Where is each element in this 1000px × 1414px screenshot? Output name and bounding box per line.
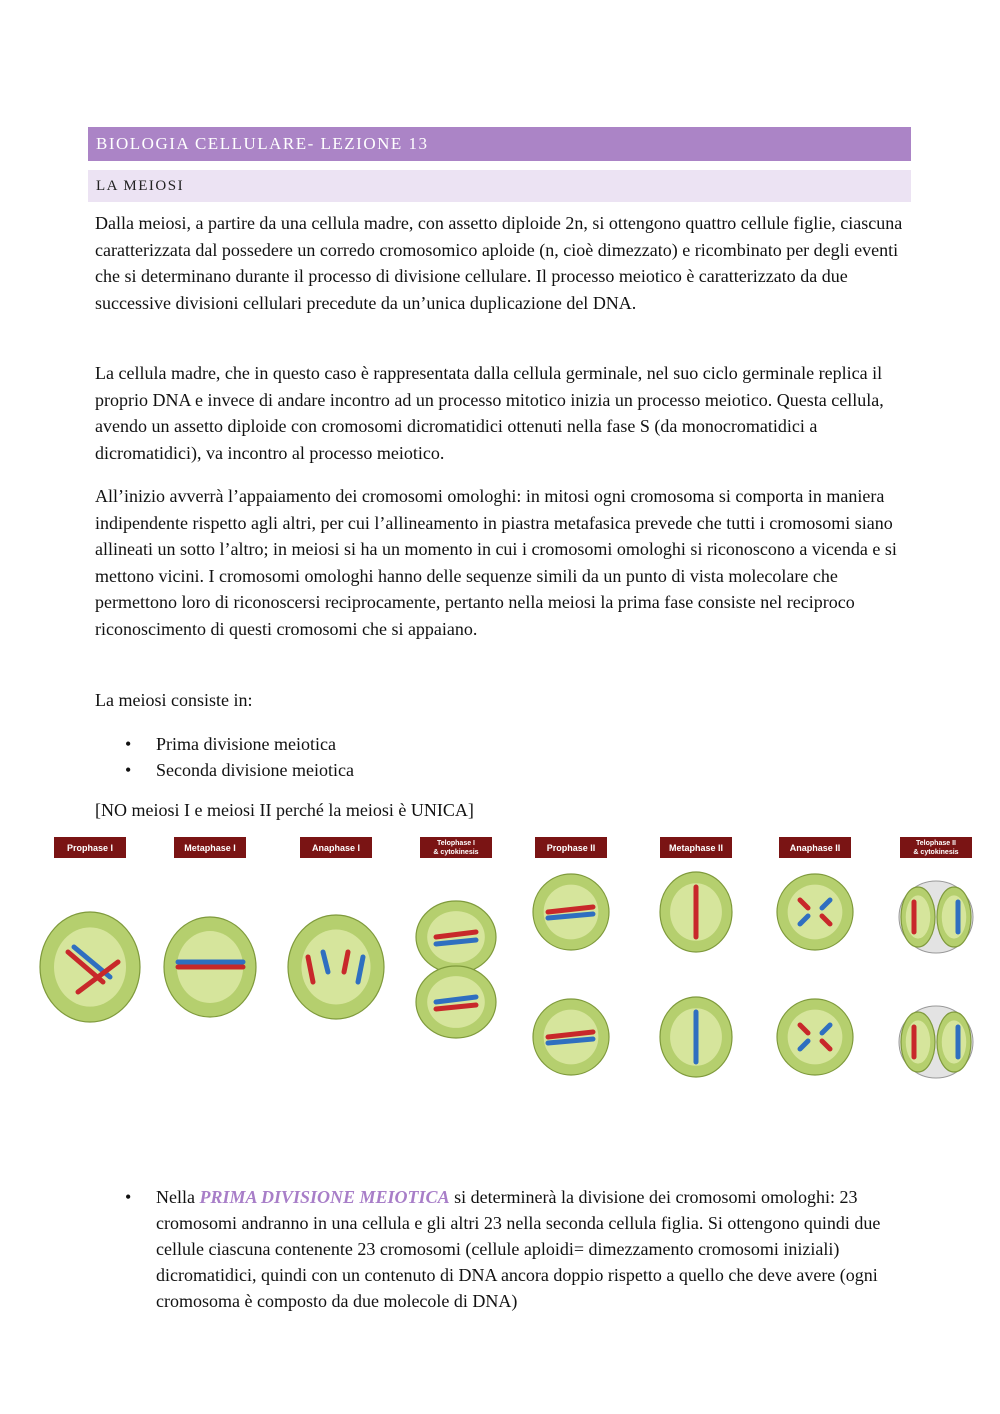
list-item: • Nella PRIMA DIVISIONE MEIOTICA si determinerà la divisione dei cromosomi omologhi: 23 cromosomi andranno in una cellula e gli altri 23 nella seconda cellula figlia. Si ottengono quindi due cellule ciascuna contenente 23 cromosomi (cellule aploidi= dimezzamento cromosomi iniziali) dicromatidici, quindi con un contenuto di DNA ancora doppio rispetto a quello che deve avere (ogni cromosoma è composto da due molecole di DNA) — [95, 1184, 910, 1314]
stage-label: Metaphase II — [668, 843, 724, 853]
stage-label: Telophase II & cytokinesis — [913, 840, 959, 856]
emphasis-text: PRIMA DIVISIONE MEIOTICA — [199, 1187, 450, 1207]
bullet-icon: • — [125, 1187, 132, 1207]
meiosis-list — [95, 731, 354, 783]
stage-label: Prophase I — [66, 843, 114, 853]
section-heading: LA MEIOSI — [88, 170, 911, 202]
paragraph-2: La cellula madre, che in questo caso è rappresentata dalla cellula germinale, nel suo ciclo germinale replica il proprio DNA e invece di andare incontro ad un processo mitotico inizia un processo meiotico. Questa cellula, avendo un assetto diploide con cromosomi dicromatidici ottenuti nella fase S (da monocromatidici a dicromatidici), va incontro al processo meiotico. — [95, 363, 884, 463]
bullet-icon: • — [125, 734, 132, 754]
bullet-icon: • — [125, 760, 132, 780]
cell-anaphase-2-inner — [788, 1010, 843, 1065]
stage-label: Anaphase I — [311, 843, 361, 853]
stage-label: Prophase II — [546, 843, 596, 853]
cell-anaphase-2-inner — [788, 885, 843, 940]
cell-telophase-2-right-inner — [942, 1020, 966, 1063]
paragraph-1: Dalla meiosi, a partire da una cellula madre, con assetto diploide 2n, si ottengono quattro cellule figlie, ciascuna caratterizzata dal possedere un corredo cromosomico aploide (n, cioè dimezzato) e ricombinato per degli eventi che si determinano durante il processo di divisione cellulare. Il processo meiotico è caratterizzato da due successive divisioni cellulari precedute da un’unica duplicazione del DNA. — [95, 213, 903, 313]
lesson-title-bar: BIOLOGIA CELLULARE- LEZIONE 13 — [88, 127, 911, 161]
cell-telophase-2-right-inner — [942, 895, 966, 938]
list-item: • Prima divisione meiotica — [95, 731, 354, 757]
list-item: • Seconda divisione meiotica — [95, 757, 354, 783]
paragraph-5: [NO meiosi I e meiosi II perché la meiosi è UNICA] — [95, 800, 474, 820]
paragraph-3: All’inizio avverrà l’appaiamento dei cromosomi omologhi: in mitosi ogni cromosoma si comporta in maniera indipendente rispetto agli altri, per cui l’allineamento in piastra metafasica prevede che tutti i cromosomi siano allineati un sotto l’altro; in meiosi si ha un momento in cui i cromosomi omologhi si riconoscono a vicenda e si mettono vicini. I cromosomi omologhi hanno delle sequenze simili da un punto di vista molecolare che permettono loro di riconoscersi reciprocamente, pertanto nella meiosi la prima fase consiste nel reciproco riconoscimento di questi cromosomi che si appaiano. — [95, 486, 897, 639]
meiosis-stages-figure — [18, 832, 998, 1102]
stage-label: Metaphase I — [184, 843, 236, 853]
cell-telophase-2-left-inner — [906, 1020, 930, 1063]
stage-label: Telophase I & cytokinesis — [433, 840, 479, 856]
paragraph-4: La meiosi consiste in: — [95, 690, 253, 710]
cell-telophase-2-left-inner — [906, 895, 930, 938]
division-list — [95, 1184, 910, 1314]
stage-label: Anaphase II — [789, 843, 841, 853]
